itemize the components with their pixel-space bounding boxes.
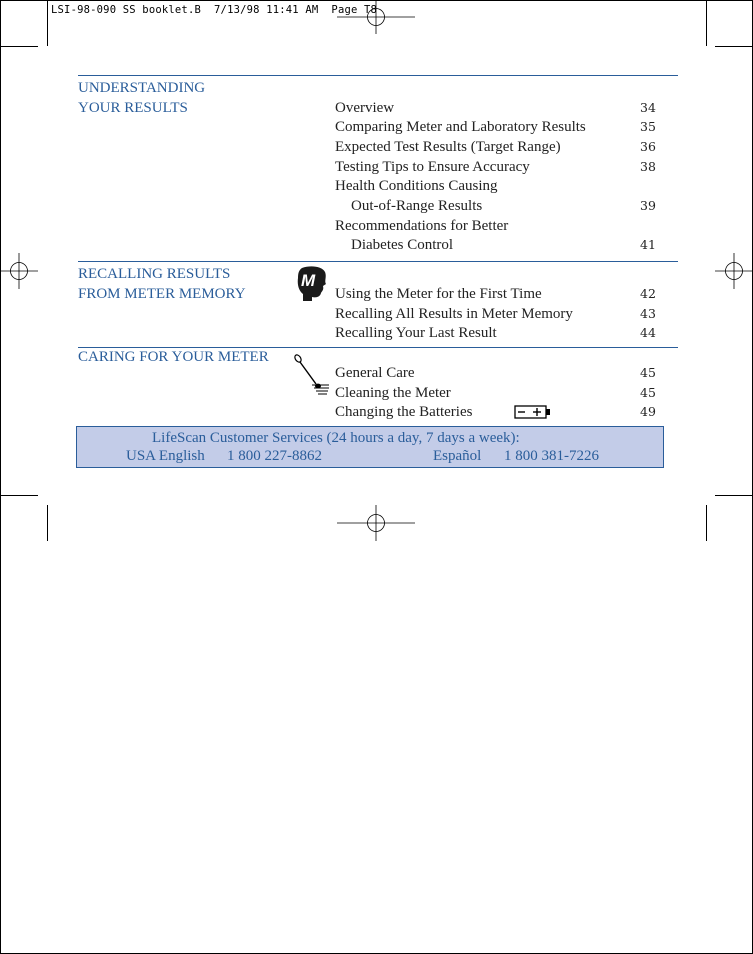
crop-mark <box>715 495 753 496</box>
page-number: 36 <box>640 139 656 154</box>
toc-entry[interactable]: Comparing Meter and Laboratory Results <box>335 119 586 135</box>
crop-mark <box>0 46 38 47</box>
section-title: RECALLING RESULTS <box>78 266 231 282</box>
page-number: 41 <box>640 237 656 252</box>
section-divider <box>78 75 678 76</box>
customer-service-title: LifeScan Customer Services (24 hours a day, 7 days a week): <box>152 430 520 446</box>
crop-mark <box>0 495 38 496</box>
crop-mark <box>47 505 48 541</box>
toc-entry[interactable]: Expected Test Results (Target Range) <box>335 139 561 155</box>
toc-entry[interactable]: Out-of-Range Results <box>351 198 483 214</box>
battery-icon <box>514 405 552 419</box>
swab-icon <box>292 354 330 396</box>
crop-mark <box>706 0 707 46</box>
page-number: 34 <box>640 100 656 115</box>
page-number: 44 <box>640 325 656 340</box>
toc-entry[interactable]: Recalling All Results in Meter Memory <box>335 306 573 322</box>
page-number: 42 <box>640 286 656 301</box>
customer-service-box <box>76 426 664 468</box>
memory-head-icon <box>296 266 328 302</box>
toc-entry[interactable]: Recalling Your Last Result <box>335 325 497 341</box>
page-number: 45 <box>640 365 656 380</box>
page-number: 43 <box>640 306 656 321</box>
page-number: 39 <box>640 198 656 213</box>
section-divider <box>78 261 678 262</box>
registration-mark-icon <box>715 253 753 289</box>
page-number: 49 <box>640 404 656 419</box>
toc-entry[interactable]: Overview <box>335 100 395 116</box>
toc-entry[interactable]: Diabetes Control <box>351 237 454 253</box>
toc-entry[interactable]: Recommendations for Better <box>335 218 509 234</box>
spanish-label: Español <box>433 448 482 464</box>
crop-mark <box>47 0 48 46</box>
section-title: FROM METER MEMORY <box>78 286 246 302</box>
registration-mark-icon <box>337 505 415 541</box>
page-number: 38 <box>640 159 656 174</box>
toc-entry[interactable]: Using the Meter for the First Time <box>335 286 542 302</box>
section-title: YOUR RESULTS <box>78 100 188 116</box>
crop-mark <box>715 46 753 47</box>
toc-entry[interactable]: Health Conditions Causing <box>335 178 498 194</box>
section-title: CARING FOR YOUR METER <box>78 349 269 365</box>
crop-mark <box>706 505 707 541</box>
toc-entry[interactable]: Testing Tips to Ensure Accuracy <box>335 159 530 175</box>
section-title: UNDERSTANDING <box>78 80 206 96</box>
page-number: 35 <box>640 119 656 134</box>
memory-letter: M <box>301 271 316 290</box>
page-number: 45 <box>640 385 656 400</box>
toc-entry[interactable]: General Care <box>335 365 415 381</box>
english-phone[interactable]: 1 800 227-8862 <box>227 448 322 464</box>
registration-mark-icon <box>0 253 38 289</box>
spanish-phone[interactable]: 1 800 381-7226 <box>504 448 599 464</box>
english-label: USA English <box>126 448 205 464</box>
toc-entry[interactable]: Changing the Batteries <box>335 404 473 420</box>
print-slug: LSI-98-090 SS booklet.B 7/13/98 11:41 AM Page T8 <box>51 4 378 16</box>
toc-entry[interactable]: Cleaning the Meter <box>335 385 451 401</box>
